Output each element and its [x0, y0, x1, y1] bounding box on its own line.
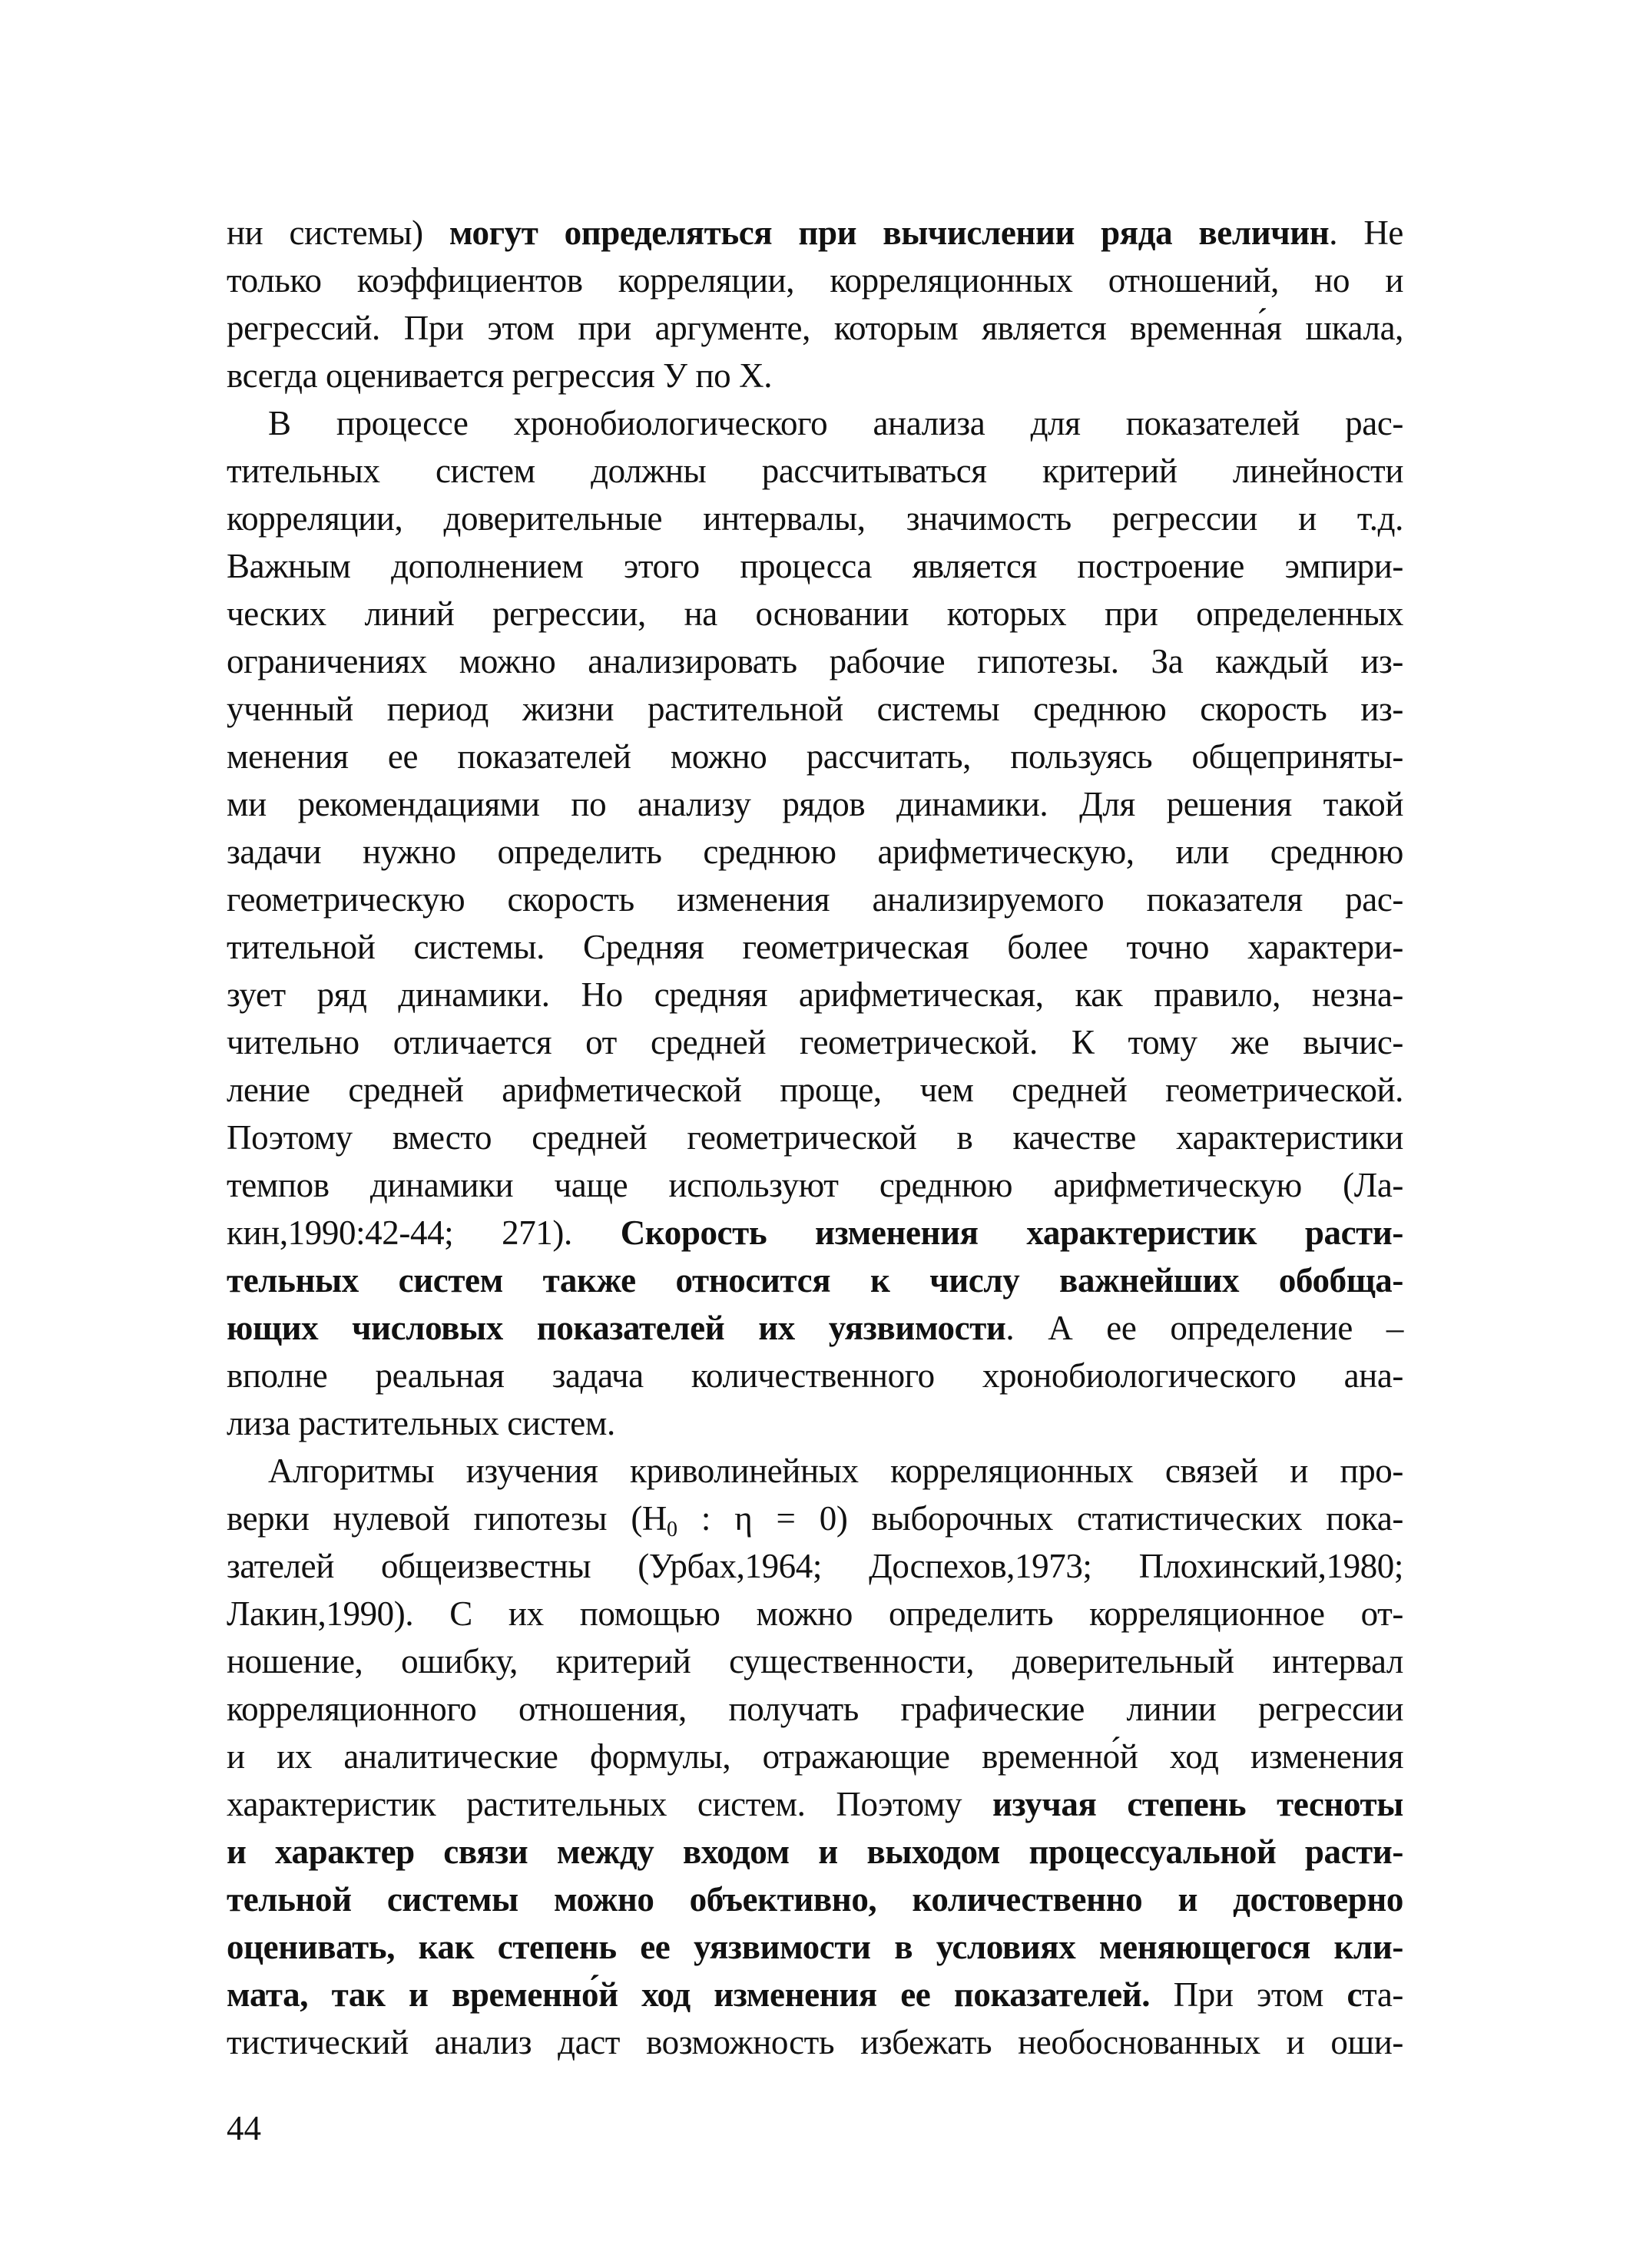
text-run: Лакин,1990). С их помощью можно определить корреляционное от- — [227, 1594, 1403, 1633]
text-run: . Не — [1329, 214, 1403, 252]
text-run: ческих линий регрессии, на основании которых при определенных — [227, 594, 1403, 633]
text-run: корреляционного отношения, получать графические линии регрессии — [227, 1690, 1403, 1728]
text-line — [227, 1495, 1403, 1542]
text-run: ограничениях можно анализировать рабочие гипотезы. За каждый из- — [227, 642, 1403, 680]
text-line — [227, 590, 1403, 637]
text-line — [227, 1257, 1403, 1304]
text-line — [227, 1685, 1403, 1733]
text-line — [227, 733, 1403, 780]
text-line — [227, 780, 1403, 828]
text-run: тистический анализ даст возможность избежать необоснованных и оши- — [227, 2023, 1403, 2061]
text-line — [227, 304, 1403, 352]
paragraph-2 — [227, 399, 1403, 1447]
text-run: регрессий. При этом при аргументе, которым является временна́я шкала, — [227, 309, 1403, 347]
bold-text: и характер связи между входом и выходом процессуальной расти- — [227, 1833, 1403, 1871]
text-line — [227, 923, 1403, 971]
text-run: задачи нужно определить среднюю арифметическую, или среднюю — [227, 833, 1403, 871]
bold-text: изучая степень тесноты — [992, 1785, 1403, 1823]
text-line — [227, 1733, 1403, 1780]
text-line — [227, 1780, 1403, 1828]
text-run: зует ряд динамики. Но средняя арифметическая, как правило, незна- — [227, 975, 1403, 1014]
text-line — [227, 1971, 1403, 2018]
text-line — [227, 1542, 1403, 1590]
page-number: 44 — [227, 2109, 261, 2147]
text-run: кин,1990:42-44; 271). — [227, 1213, 621, 1252]
text-run: лиза растительных систем. — [227, 1404, 615, 1442]
text-line — [227, 1209, 1403, 1257]
text-line — [227, 685, 1403, 733]
text-run: Важным дополнением этого процесса является построение эмпири- — [227, 547, 1403, 585]
bold-text: ющих числовых показателей их уязвимости — [227, 1309, 1006, 1347]
bold-text: с — [1346, 1975, 1363, 2014]
text-line — [227, 1018, 1403, 1066]
bold-text: Скорость изменения характеристик расти- — [620, 1213, 1403, 1252]
text-line — [227, 637, 1403, 685]
text-line — [227, 1352, 1403, 1399]
text-run: тительной системы. Средняя геометрическая более точно характери- — [227, 928, 1403, 966]
paragraph-1 — [227, 209, 1403, 399]
text-line — [227, 828, 1403, 876]
text-line — [227, 1923, 1403, 1971]
text-run: и их аналитические формулы, отражающие временно́й ход изменения — [227, 1737, 1403, 1776]
text-line — [227, 399, 1403, 447]
text-run: ученный период жизни растительной системы среднюю скорость из- — [227, 690, 1403, 728]
text-run: Алгоритмы изучения криволинейных корреляционных связей и про- — [268, 1452, 1403, 1490]
bold-text: тельной системы можно объективно, количественно и достоверно — [227, 1880, 1403, 1919]
text-run: вполне реальная задача количественного хронобиологического ана- — [227, 1356, 1403, 1395]
text-line — [227, 971, 1403, 1018]
text-run: В процессе хронобиологического анализа для показателей рас- — [268, 404, 1403, 442]
text-line — [227, 1114, 1403, 1161]
text-line — [227, 1828, 1403, 1876]
text-run: ни системы) — [227, 214, 449, 252]
text-run: . А ее определение – — [1005, 1309, 1403, 1347]
text-line — [227, 1637, 1403, 1685]
text-line — [227, 1447, 1403, 1495]
text-line — [227, 876, 1403, 923]
text-run: только коэффициентов корреляции, корреляционных отношений, но и — [227, 261, 1403, 300]
text-line — [227, 1399, 1403, 1447]
paragraph-3 — [227, 1447, 1403, 2066]
text-run: характеристик растительных систем. Поэтому — [227, 1785, 993, 1823]
text-line — [227, 2018, 1403, 2066]
text-run: При этом — [1150, 1975, 1347, 2014]
text-run: менения ее показателей можно рассчитать, пользуясь общеприняты- — [227, 737, 1403, 776]
text-run: тительных систем должны рассчитываться критерий линейности — [227, 452, 1403, 490]
subscript: 0 — [667, 1518, 677, 1541]
bold-text: оценивать, как степень ее уязвимости в условиях меняющегося кли- — [227, 1928, 1403, 1966]
text-line — [227, 1161, 1403, 1209]
text-run: ношение, ошибку, критерий существенности, доверительный интервал — [227, 1642, 1403, 1680]
bold-text: могут определяться при вычислении ряда величин — [449, 214, 1330, 252]
text-run: чительно отличается от средней геометрической. К тому же вычис- — [227, 1023, 1403, 1061]
text-run: Поэтому вместо средней геометрической в качестве характеристики — [227, 1118, 1403, 1157]
text-line — [227, 1066, 1403, 1114]
text-run: корреляции, доверительные интервалы, значимость регрессии и т.д. — [227, 499, 1403, 538]
text-line — [227, 542, 1403, 590]
text-line — [227, 1590, 1403, 1637]
text-line — [227, 1876, 1403, 1923]
text-line — [227, 209, 1403, 257]
text-run: : η = 0) выборочных статистических пока- — [677, 1499, 1404, 1538]
page-body — [227, 209, 1403, 2066]
text-run: зателей общеизвестны (Урбах,1964; Доспехов,1973; Плохинский,1980; — [227, 1547, 1403, 1585]
text-line — [227, 495, 1403, 542]
text-run: ление средней арифметической проще, чем средней геометрической. — [227, 1071, 1403, 1109]
text-run: всегда оценивается регрессия У по Х. — [227, 356, 773, 395]
text-run: верки нулевой гипотезы (Н — [227, 1499, 667, 1538]
text-run: темпов динамики чаще используют среднюю арифметическую (Ла- — [227, 1166, 1403, 1204]
text-line — [227, 447, 1403, 495]
bold-text: мата, так и временно́й ход изменения ее показателей. — [227, 1975, 1151, 2014]
text-run: геометрическую скорость изменения анализируемого показателя рас- — [227, 880, 1403, 919]
text-run: ми рекомендациями по анализу рядов динамики. Для решения такой — [227, 785, 1403, 823]
bold-text: тельных систем также относится к числу важнейших обобща- — [227, 1261, 1403, 1300]
text-run: та- — [1362, 1975, 1403, 2014]
text-line — [227, 1304, 1403, 1352]
text-line — [227, 257, 1403, 304]
text-line — [227, 352, 1403, 399]
